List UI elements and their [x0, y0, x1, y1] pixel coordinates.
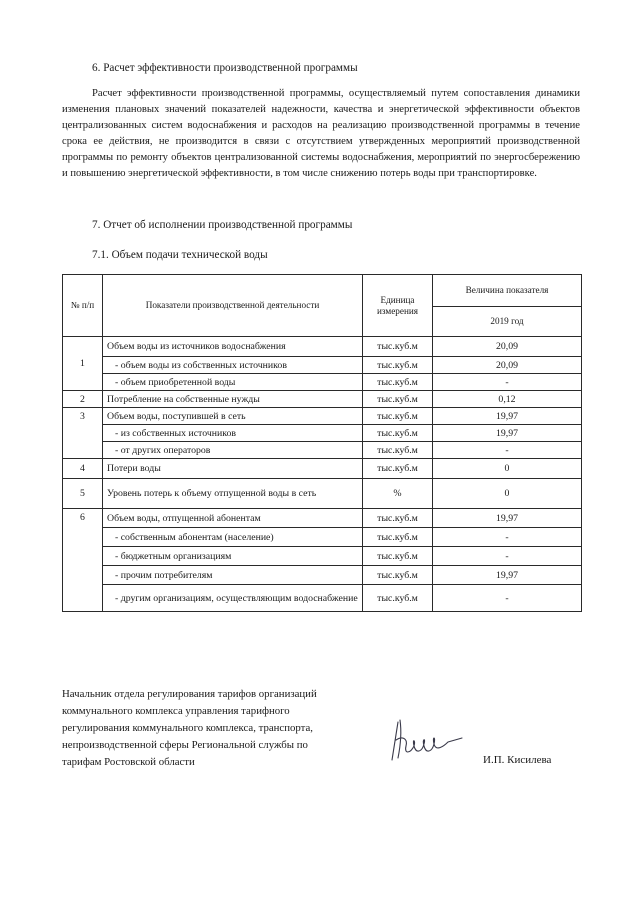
row-indicator: - прочим потребителям	[103, 566, 363, 585]
section6-paragraph: Расчет эффективности производственной программы, осуществляемый путем сопоставления динамики изменения плановых значений показателей надежности, качества и энергетической эффективности объектов централизованных систем водоснабжения и расходов на реализацию производственной программы в течение срока ее действия, не производится в связи с отсутствием утвержденных мероприятий производственной программы по ремонту объектов централизованной системы водоснабжения, мероприятий по энергосбережению и повышению энергетической эффективности, в том числе снижению потерь воды при транспортировке.	[62, 88, 580, 179]
row-unit: тыс.куб.м	[363, 585, 433, 612]
table-row	[63, 337, 582, 357]
position-line: непроизводственной сферы Региональной службы по	[62, 739, 308, 751]
row-value: 19,97	[433, 425, 582, 442]
row-value: 0,12	[433, 391, 582, 408]
position-line: регулирования коммунального комплекса, транспорта,	[62, 722, 313, 734]
row-value: 20,09	[433, 357, 582, 374]
row-value: 0	[433, 459, 582, 479]
header-indicator: Показатели производственной деятельности	[103, 275, 363, 337]
row-value: 19,97	[433, 509, 582, 528]
section7-heading: 7. Отчет об исполнении производственной программы	[92, 219, 353, 231]
table-row	[63, 442, 582, 459]
row-indicator: - бюджетным организациям	[103, 547, 363, 566]
row-unit: тыс.куб.м	[363, 425, 433, 442]
row-indicator: - другим организациям, осуществляющим водоснабжение	[103, 585, 363, 612]
row-unit: тыс.куб.м	[363, 566, 433, 585]
table-row	[63, 357, 582, 374]
signer-name: И.П. Кисилева	[483, 754, 552, 766]
row-unit: %	[363, 479, 433, 509]
table-row	[63, 374, 582, 391]
row-unit: тыс.куб.м	[363, 528, 433, 547]
header-year: 2019 год	[433, 307, 582, 337]
row-value: 0	[433, 479, 582, 509]
row-value: 20,09	[433, 337, 582, 357]
handwritten-signature	[388, 714, 468, 764]
row-num: 1	[63, 337, 103, 391]
row-value: 19,97	[433, 566, 582, 585]
row-unit: тыс.куб.м	[363, 408, 433, 425]
table-row	[63, 459, 582, 479]
position-line: тарифам Ростовской области	[62, 756, 195, 768]
row-value: 19,97	[433, 408, 582, 425]
section6-heading: 6. Расчет эффективности производственной программы	[92, 62, 358, 74]
row-indicator: - от других операторов	[103, 442, 363, 459]
row-value: -	[433, 547, 582, 566]
row-indicator: Объем воды, отпущенной абонентам	[103, 509, 363, 528]
signatory-position	[62, 686, 392, 771]
row-indicator: Объем воды, поступившей в сеть	[103, 408, 363, 425]
row-indicator: Потери воды	[103, 459, 363, 479]
row-value: -	[433, 442, 582, 459]
row-value: -	[433, 528, 582, 547]
row-indicator: - объем воды из собственных источников	[103, 357, 363, 374]
row-unit: тыс.куб.м	[363, 459, 433, 479]
row-indicator: - объем приобретенной воды	[103, 374, 363, 391]
table-row	[63, 528, 582, 547]
row-value: -	[433, 374, 582, 391]
table-row	[63, 408, 582, 425]
row-indicator: Уровень потерь к объему отпущенной воды в сеть	[103, 479, 363, 509]
section7-1-subheading: 7.1. Объем подачи технической воды	[92, 249, 268, 261]
row-unit: тыс.куб.м	[363, 357, 433, 374]
table-row	[63, 585, 582, 612]
row-num: 6	[63, 509, 103, 612]
table-row	[63, 566, 582, 585]
row-unit: тыс.куб.м	[363, 509, 433, 528]
row-indicator: Потребление на собственные нужды	[103, 391, 363, 408]
row-num: 3	[63, 408, 103, 459]
row-indicator: - собственным абонентам (население)	[103, 528, 363, 547]
row-num: 5	[63, 479, 103, 509]
row-unit: тыс.куб.м	[363, 337, 433, 357]
row-unit: тыс.куб.м	[363, 547, 433, 566]
water-supply-table	[62, 274, 582, 612]
table-row	[63, 425, 582, 442]
row-unit: тыс.куб.м	[363, 391, 433, 408]
position-line: коммунального комплекса управления тарифного	[62, 705, 290, 717]
table-row	[63, 509, 582, 528]
row-num: 2	[63, 391, 103, 408]
table-row	[63, 547, 582, 566]
header-unit: Единица измерения	[363, 275, 433, 337]
row-indicator: Объем воды из источников водоснабжения	[103, 337, 363, 357]
row-indicator: - из собственных источников	[103, 425, 363, 442]
table-row	[63, 391, 582, 408]
row-unit: тыс.куб.м	[363, 442, 433, 459]
table-row	[63, 479, 582, 509]
row-num: 4	[63, 459, 103, 479]
header-num: № п/п	[63, 275, 103, 337]
row-value: -	[433, 585, 582, 612]
header-value-group: Величина показателя	[433, 275, 582, 307]
row-unit: тыс.куб.м	[363, 374, 433, 391]
position-line: Начальник отдела регулирования тарифов организаций	[62, 688, 317, 700]
